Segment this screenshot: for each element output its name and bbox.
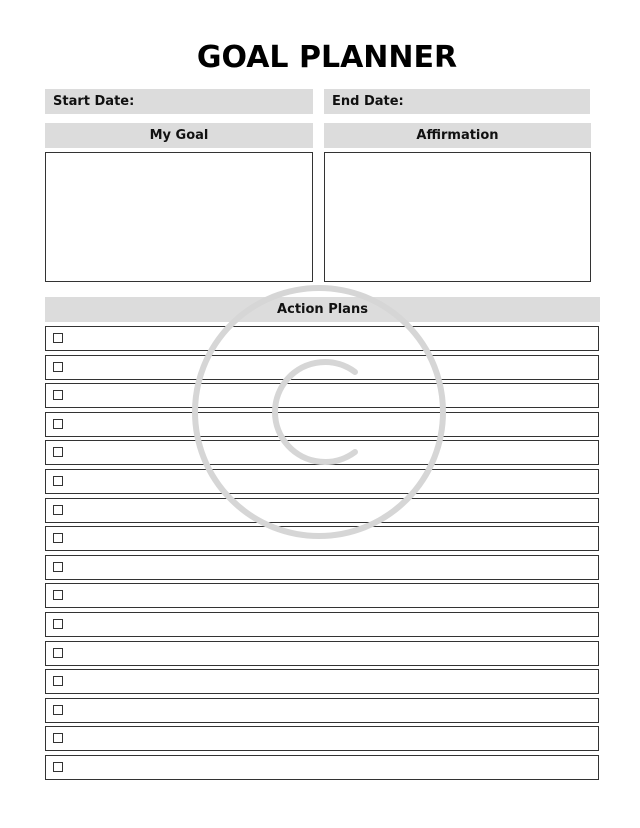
action-plan-row[interactable] — [45, 526, 599, 551]
checkbox[interactable] — [53, 762, 63, 772]
my-goal-box[interactable] — [45, 152, 313, 282]
affirmation-box[interactable] — [324, 152, 591, 282]
action-plan-row[interactable] — [45, 612, 599, 637]
action-plan-row[interactable] — [45, 755, 599, 780]
action-plan-row[interactable] — [45, 726, 599, 751]
action-plan-row[interactable] — [45, 383, 599, 408]
action-plan-row[interactable] — [45, 355, 599, 380]
checkbox[interactable] — [53, 590, 63, 600]
my-goal-header — [45, 123, 313, 148]
action-plan-row[interactable] — [45, 555, 599, 580]
action-plan-row[interactable] — [45, 698, 599, 723]
my-goal-label: My Goal — [149, 128, 209, 143]
checkbox[interactable] — [53, 533, 63, 543]
checkbox[interactable] — [53, 390, 63, 400]
checkbox[interactable] — [53, 705, 63, 715]
checkbox[interactable] — [53, 562, 63, 572]
checkbox[interactable] — [53, 476, 63, 486]
checkbox[interactable] — [53, 362, 63, 372]
end-date-field[interactable] — [324, 89, 590, 114]
checkbox[interactable] — [53, 447, 63, 457]
affirmation-label: Affirmation — [416, 128, 499, 143]
action-plan-row[interactable] — [45, 440, 599, 465]
action-plan-row[interactable] — [45, 469, 599, 494]
checkbox[interactable] — [53, 648, 63, 658]
action-plan-row[interactable] — [45, 326, 599, 351]
page-title: GOAL PLANNER — [196, 40, 458, 75]
affirmation-header — [324, 123, 591, 148]
end-date-label: End Date: — [332, 94, 404, 109]
action-plan-row[interactable] — [45, 669, 599, 694]
checkbox[interactable] — [53, 676, 63, 686]
action-plan-row[interactable] — [45, 498, 599, 523]
checkbox[interactable] — [53, 505, 63, 515]
checkbox[interactable] — [53, 333, 63, 343]
checkbox[interactable] — [53, 733, 63, 743]
action-plans-header — [45, 297, 600, 322]
start-date-label: Start Date: — [53, 94, 135, 109]
start-date-field[interactable] — [45, 89, 313, 114]
action-plan-row[interactable] — [45, 583, 599, 608]
action-plan-row[interactable] — [45, 641, 599, 666]
action-plan-row[interactable] — [45, 412, 599, 437]
checkbox[interactable] — [53, 619, 63, 629]
checkbox[interactable] — [53, 419, 63, 429]
action-plans-label: Action Plans — [277, 302, 368, 317]
